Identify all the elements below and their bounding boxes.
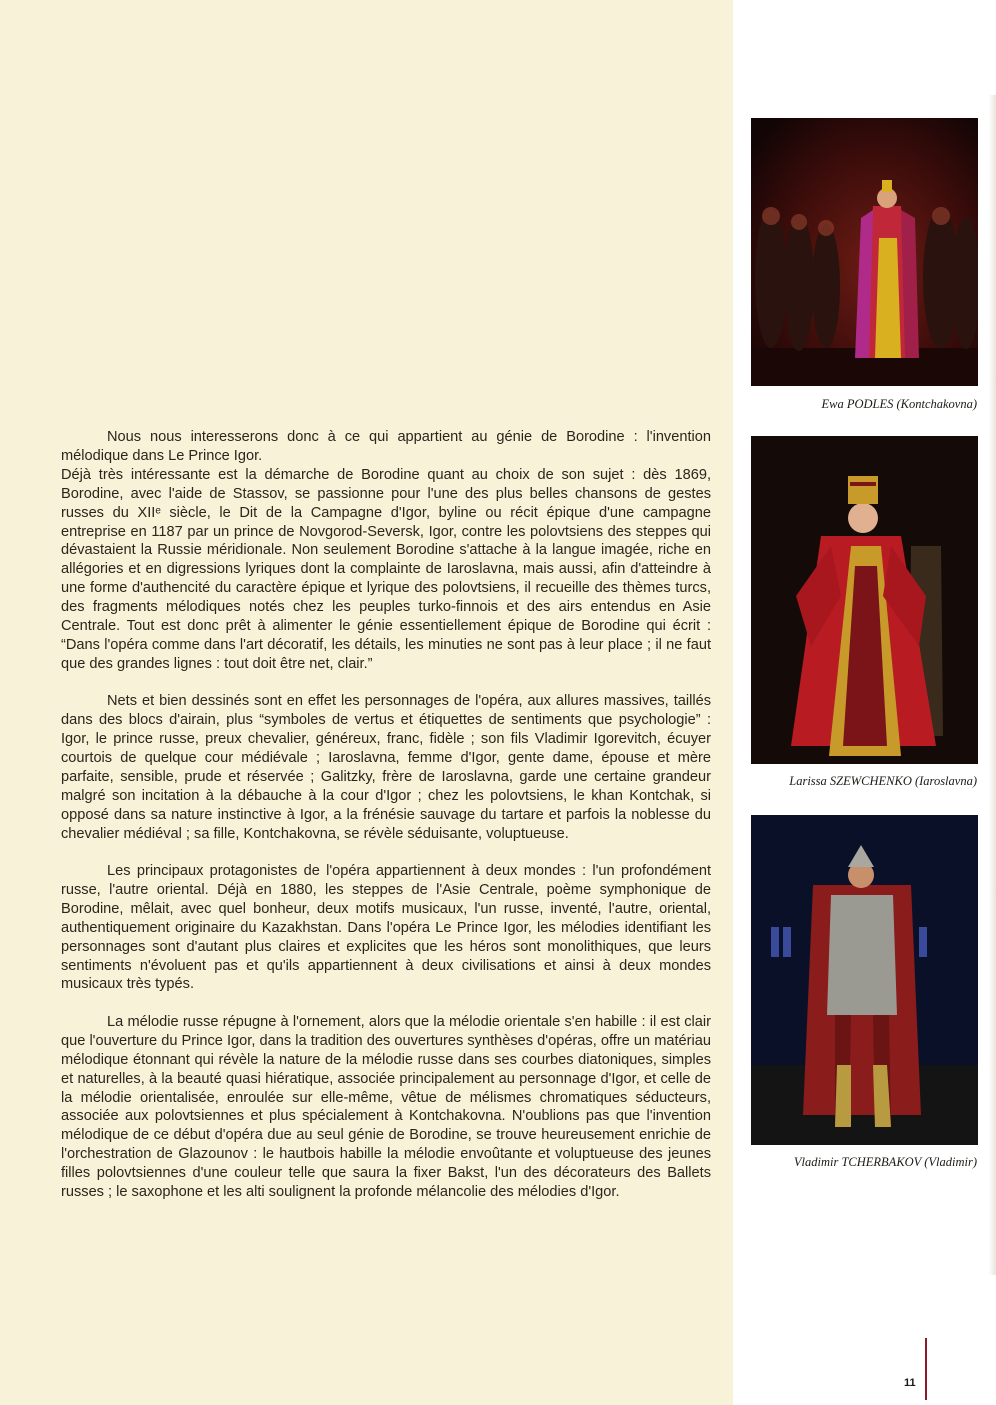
paragraph-4: Les principaux protagonistes de l'opéra appartiennent à deux mondes : l'un profondément russe, l'autre oriental. Déjà en 1880, les steppes de l'Asie Centrale, poème symphonique de Borodine, mêlait, avec quel bonheur, deux motifs musicaux, l'un russe, inventé, l'autre, oriental, authentiquement originaire du Kazakhstan. Dans l'opéra Le Prince Igor, les mélodies identifiant les personnages sont d'autant plus claires et explicites que les héros sont monolithiques, que leurs sentiments n'évoluent pas et qu'ils appartiennent à deux civilisations et ainsi à deux mondes musicaux très typés.: [61, 863, 711, 993]
caption-vladimir: Vladimir TCHERBAKOV (Vladimir): [793, 1155, 977, 1169]
article-body: [61, 428, 711, 1202]
page-number: 11: [904, 1377, 916, 1389]
photo-kontchakovna: [751, 118, 978, 386]
photo-iaroslavna: [751, 436, 978, 764]
caption-kontchakovna: Ewa PODLES (Kontchakovna): [821, 397, 977, 411]
caption-iaroslavna: Larissa SZEWCHENKO (Iaroslavna): [789, 774, 977, 788]
paragraph-1: Nous nous interesserons donc à ce qui appartient au génie de Borodine : l'invention mélodique dans Le Prince Igor.: [61, 429, 711, 464]
paragraph-3: Nets et bien dessinés sont en effet les personnages de l'opéra, aux allures massives, taillés dans des blocs d'airain, plus “symboles de vertus et étiquettes de sentiments que psychologie” : Igor, le prince russe, preux chevalier, généreux, franc, fidèle ; son fils Vladimir Igorevitch, écuyer courtois de quelque cour médiévale ; Iaroslavna, femme d'Igor, gente dame, épouse et mère parfaite, sensible, prude et réservée ; Galitzky, frère de Iaroslavna, garde une certaine grandeur malgré son incitation à la débauche à la cour d'Igor ; chez les polovtsiens, le khan Kontchak, si opposé dans sa nature instinctive à Igor, a la frénésie sauvage du tartare et parfois la noblesse du chevalier médiéval ; sa fille, Kontchakovna, se révèle séduisante, voluptueuse.: [61, 693, 711, 842]
paragraph-5: La mélodie russe répugne à l'ornement, alors que la mélodie orientale s'en habille : il est clair que l'ouverture du Prince Igor, dans la tradition des ouvertures synthèses d'opéras, offre un matériau mélodique étonnant qui révèle la nature de la mélodie russe dans ses courbes diatoniques, simples et naturelles, à la beauté quasi hiératique, associée principalement au personnage d'Igor, et celle de la mélodie orientalisée, enroulée sur elle-même, vêtue de mélismes chromatiques séducteurs, associée aux polovtsiennes et plus spécialement à Kontchakovna. N'oublions pas que l'invention mélodique de ce début d'opéra due au seul génie de Borodine, se trouve heureusement enrichie de l'orchestration de Glazounov : le hautbois habille la mélodie envoûtante et voluptueuse des jeunes filles polovtsiennes d'une couleur telle que saura la fixer Bakst, l'un des décorateurs des Ballets russes ; le saxophone et les alti soulignent la profonde mélancolie des mélodies d'Igor.: [61, 1013, 711, 1201]
paragraph-2: Déjà très intéressante est la démarche de Borodine quant au choix de son sujet : dès 1869, Borodine, avec l'aide de Stassov, se passionne pour l'une des plus belles chansons de gestes russes du XIIᵉ siècle, le Dit de la Campagne d'Igor, byline ou récit épique d'une campagne entreprise en 1187 par un prince de Novgorod-Seversk, Igor, contre les polovtsiens des steppes qui dévastaient la Russie méridionale. Non seulement Borodine s'attache à la langue imagée, riche en allégories et en digressions lyriques dont la complainte de Iaroslavna, mais aussi, afin d'atteindre à une forme d'authencité du caractère épique et lyrique des polovtsiens, il recueille des thèmes turcs, des fragments mélodiques notés chez les peuples turko-finnois et des airs entendus en Asie Centrale. Tout est donc prêt à alimenter le génie essentiellement épique de Borodine qui écrit : “Dans l'opéra comme dans l'art décoratif, les détails, les minuties ne sont pas à leur place ; il ne faut que des grandes lignes : tout doit être net, clair.”: [61, 466, 711, 672]
page-number-rule: [925, 1338, 927, 1400]
page-edge: [989, 95, 996, 1275]
photo-vladimir: [751, 815, 978, 1145]
